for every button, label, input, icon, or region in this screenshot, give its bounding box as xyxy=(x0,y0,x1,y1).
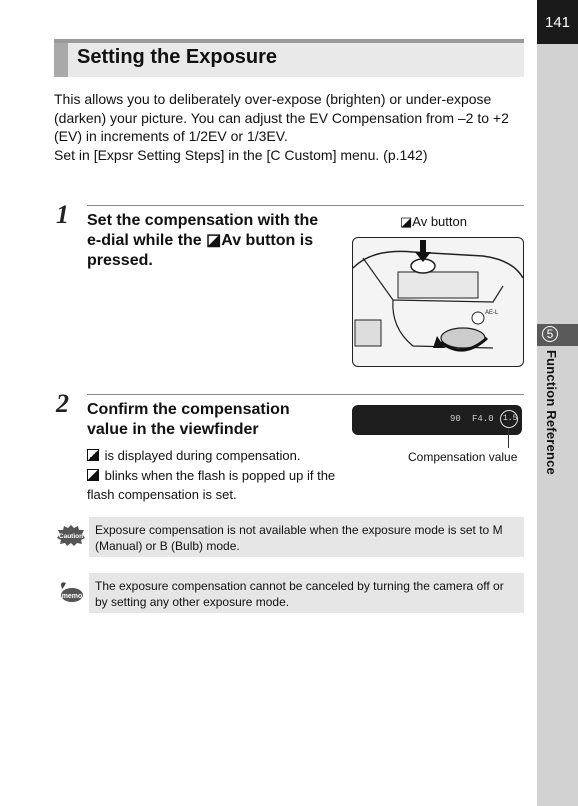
step1-rule xyxy=(87,205,524,206)
svg-text:AE-L: AE-L xyxy=(485,310,499,316)
chapter-tab xyxy=(537,324,578,346)
step2-notes xyxy=(87,446,337,505)
caution-icon xyxy=(56,524,86,546)
viewfinder-compensation-value: 1.5 xyxy=(503,414,518,423)
step2-note-blinks xyxy=(87,466,337,504)
svg-text:memo: memo xyxy=(61,593,83,600)
step2-note1-text: is displayed during compensation. xyxy=(104,448,301,463)
step2-instruction: Confirm the compensation value in the viewfinder xyxy=(87,401,290,438)
memo-icon xyxy=(58,579,84,603)
chapter-number: 5 xyxy=(542,326,558,342)
compensation-value-marker xyxy=(500,410,518,428)
title-tab xyxy=(54,43,68,77)
caution-box: Exposure compensation is not available when the exposure mode is set to M (Manual) or B (Bulb) mode. xyxy=(89,517,524,557)
viewfinder-shutter: 90 xyxy=(450,414,461,424)
viewfinder-display xyxy=(352,405,522,435)
camera-top-icon xyxy=(353,238,523,366)
intro-setting-reference: Set in [Expsr Setting Steps] in the [C Custom] menu. (p.142) xyxy=(54,146,428,163)
step1-number: 1 xyxy=(56,200,69,229)
step2-number: 2 xyxy=(56,389,69,418)
page-number: 141 xyxy=(537,0,578,44)
step2-note-displayed xyxy=(87,446,337,465)
page-title: Setting the Exposure xyxy=(77,46,278,68)
memo-box: The exposure compensation cannot be canceled by turning the camera off or by setting any other exposure mode. xyxy=(89,573,524,613)
callout-line xyxy=(508,428,509,448)
intro-text xyxy=(54,90,526,164)
step2-note2-text: blinks when the flash is popped up if the flash compensation is set. xyxy=(87,468,336,502)
step2-rule xyxy=(87,394,524,395)
ev-compensation-icon xyxy=(87,469,99,481)
step1-instruction: Set the compensation with the e-dial while the ◪Av button is pressed. xyxy=(87,212,319,269)
camera-illustration xyxy=(352,237,524,367)
ev-compensation-icon xyxy=(87,449,99,461)
chapter-title: Function Reference xyxy=(544,350,559,475)
svg-text:Caution: Caution xyxy=(58,533,84,540)
viewfinder-caption: Compensation value xyxy=(408,450,518,464)
viewfinder-aperture: F4.0 xyxy=(472,414,494,424)
camera-illustration-caption: ◪Av button xyxy=(400,214,467,229)
intro-paragraph: This allows you to deliberately over-expose (brighten) or under-expose (darken) your picture. You can adjust the EV Compensation from –2 to +2 (EV) in increments of 1/2EV or 1/3EV. xyxy=(54,91,509,144)
